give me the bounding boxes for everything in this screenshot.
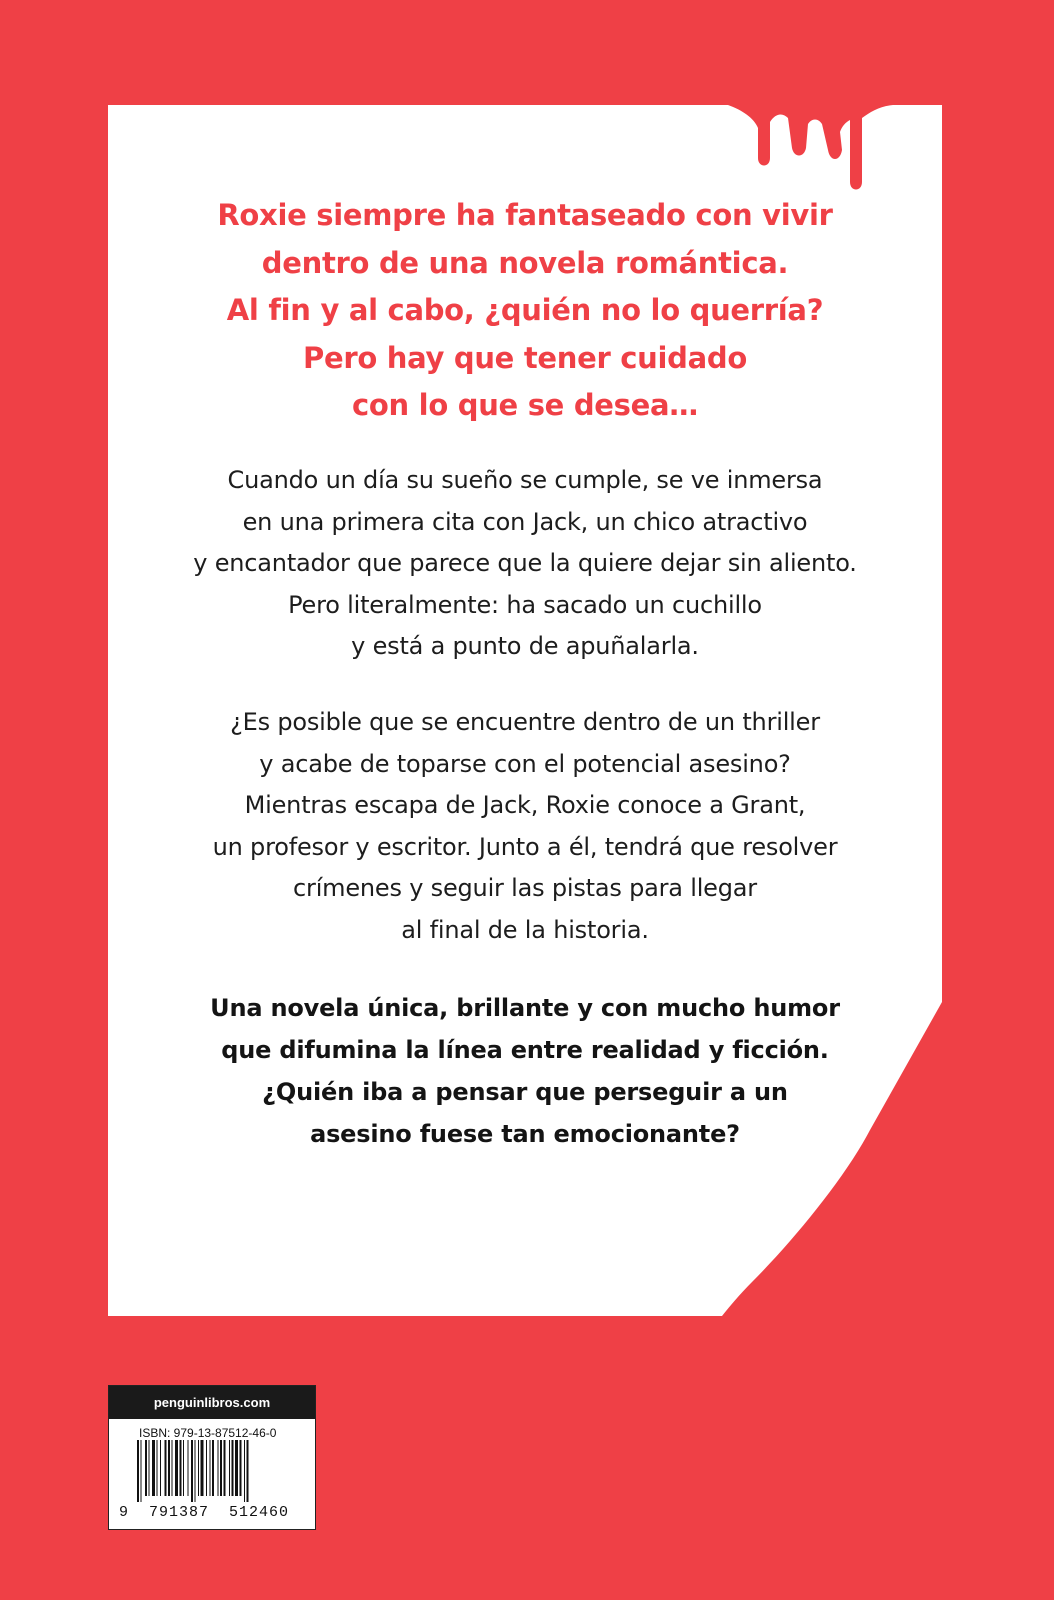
barcode-bar — [198, 1440, 199, 1496]
barcode-bar — [206, 1440, 207, 1496]
barcode-bar — [229, 1440, 230, 1496]
barcode-bar — [201, 1440, 204, 1496]
barcode-bar — [160, 1440, 161, 1496]
barcode-bar — [183, 1440, 184, 1496]
barcode-bar — [157, 1440, 158, 1496]
barcode-box — [108, 1385, 316, 1530]
barcode-bar — [175, 1440, 178, 1496]
closing-line: ¿Quién iba a pensar que perseguir a un — [262, 1078, 788, 1106]
barcode-bar — [240, 1440, 242, 1496]
synopsis-paragraph-2 — [108, 702, 942, 951]
hook-line: con lo que se desea… — [352, 388, 698, 422]
barcode-bar — [210, 1440, 211, 1496]
barcode-bar — [224, 1440, 226, 1496]
barcode-digits: 9 791387 512460 — [119, 1504, 290, 1521]
synopsis-line: Pero literalmente: ha sacado un cuchillo — [288, 590, 762, 619]
hook-line: Roxie siempre ha fantaseado con vivir — [217, 198, 833, 232]
closing-tagline — [108, 987, 942, 1155]
barcode-bar — [188, 1440, 189, 1496]
barcode-bar — [149, 1440, 150, 1496]
publisher-website: penguinlibros.com — [109, 1386, 315, 1419]
hook-line: dentro de una novela romántica. — [261, 245, 789, 280]
barcode-bar — [195, 1440, 196, 1502]
synopsis-line: y acabe de toparse con el potencial asesino? — [259, 749, 791, 778]
synopsis-line: y encantador que parece que la quiere dejar sin aliento. — [193, 549, 857, 577]
barcode-bar — [235, 1440, 238, 1496]
hook-line: Al fin y al cabo, ¿quién no lo querría? — [226, 293, 824, 327]
synopsis-line: al final de la historia. — [401, 915, 649, 944]
synopsis-line: un profesor y escritor. Junto a él, tendrá que resolver — [212, 832, 838, 861]
synopsis-line: ¿Es posible que se encuentre dentro de un thriller — [230, 708, 820, 736]
barcode-bar — [172, 1440, 173, 1496]
barcode-bar — [220, 1440, 222, 1496]
barcode-bar — [247, 1440, 249, 1502]
isbn-label: ISBN: 979-13-87512-46-0 — [139, 1426, 277, 1440]
synopsis-line: crímenes y seguir las pistas para llegar — [293, 874, 757, 902]
barcode-bars — [109, 1440, 315, 1504]
barcode-bar — [212, 1440, 214, 1496]
hook-line: Pero hay que tener cuidado — [303, 340, 747, 375]
hook-text — [108, 192, 942, 430]
synopsis-line: Mientras escapa de Jack, Roxie conoce a Grant, — [244, 791, 806, 819]
barcode-bar — [145, 1440, 147, 1496]
barcode-bar — [168, 1440, 170, 1496]
barcode-bar — [244, 1440, 245, 1502]
barcode-bar — [137, 1440, 139, 1502]
barcode-bar — [141, 1440, 142, 1502]
barcode-bar — [232, 1440, 234, 1496]
closing-line: asesino fuese tan emocionante? — [310, 1120, 740, 1148]
synopsis-line: y está a punto de apuñalarla. — [351, 632, 699, 660]
synopsis-paragraph-1 — [108, 460, 942, 668]
barcode-bar — [152, 1440, 155, 1496]
synopsis-line: Cuando un día su sueño se cumple, se ve inmersa — [227, 466, 823, 494]
barcode-bar — [191, 1440, 193, 1502]
barcode-bar — [218, 1440, 219, 1496]
closing-line: Una novela única, brillante y con mucho humor — [210, 994, 840, 1022]
barcode-bar — [165, 1440, 167, 1496]
barcode-bar — [180, 1440, 182, 1496]
closing-line: que difumina la línea entre realidad y ficción. — [221, 1036, 829, 1064]
synopsis-line: en una primera cita con Jack, un chico atractivo — [242, 507, 808, 536]
